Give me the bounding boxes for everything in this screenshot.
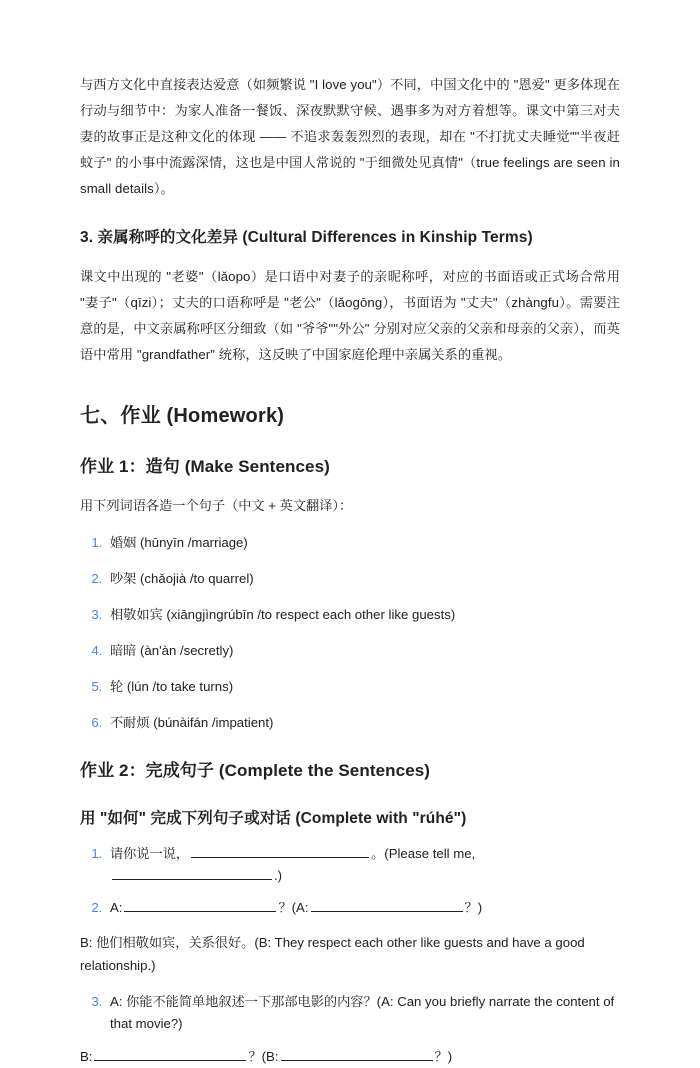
- paragraph-kinship-terms: 课文中出现的 "老婆"（lǎopo）是口语中对妻子的亲昵称呼，对应的书面语或正式场合常用 "妻子"（qīzi）；丈夫的口语称呼是 "老公"（lǎogōng），书面语为 "丈夫"（zhàngfu）。需要注意的是，中文亲属称呼区分细致（如 "爷爷""外公" 分别对应父亲的父亲和母亲的父亲），而英语中常用 "grandfather" 统称，这反映了中国家庭伦理中亲属关系的重视。: [80, 269, 620, 362]
- exercise-3-answer-mid: ？(B:: [248, 1049, 279, 1064]
- fill-blank-input[interactable]: [311, 897, 463, 912]
- vocab-item-text: 轮 (lún /to take turns): [110, 679, 234, 694]
- vocab-item-text: 暗暗 (àn'àn /secretly): [110, 643, 234, 658]
- fill-blank-input[interactable]: [112, 865, 272, 880]
- task2-exercise-list: [80, 843, 620, 919]
- exercise-1-content: [110, 846, 475, 883]
- vocab-item-text: 吵架 (chǎojià /to quarrel): [110, 571, 254, 586]
- exercise-1-lead: 请你说一说，: [110, 846, 190, 861]
- list-item: [106, 991, 620, 1035]
- list-item: [106, 676, 620, 698]
- heading-task2: 作业 2：完成句子 (Complete the Sentences): [80, 761, 431, 780]
- exercise-3-question: A: 你能不能简单地叙述一下那部电影的内容？(A: Can you briefly narrate the content of that movie?): [110, 994, 615, 1031]
- heading-kinship-section: 3. 亲属称呼的文化差异 (Cultural Differences in Kinship Terms): [80, 229, 533, 246]
- list-item: [106, 712, 620, 734]
- heading-task2-sub: 用 "如何" 完成下列句子或对话 (Complete with "rúhé"): [80, 810, 467, 827]
- list-item: [106, 897, 620, 919]
- paragraph-cultural-expression: 与西方文化中直接表达爱意（如频繁说 "I love you"）不同，中国文化中的 "恩爱" 更多体现在行动与细节中：为家人准备一餐饭、深夜默默守候、遇事多为对方着想等。课文中第三对夫妻的故事正是这种文化的体现 —— 不追求轰轰烈烈的表现，却在 "不打扰丈夫睡觉""半夜赶蚊子" 的小事中流露深情，这也是中国人常说的 "于细微处见真情"（true feelings are seen in small details）。: [80, 77, 620, 196]
- task2-exercise-list-continued: [80, 991, 620, 1035]
- vocab-item-text: 婚姻 (hūnyīn /marriage): [110, 535, 248, 550]
- exercise-3-answer-suffix: ？): [434, 1049, 453, 1064]
- exercise-3-answer-line: [80, 1045, 620, 1068]
- heading-homework-section: 七、作业 (Homework): [80, 405, 285, 427]
- list-item: [106, 568, 620, 590]
- exercise-2-content: [110, 900, 482, 915]
- task1-instruction: 用下列词语各造一个句子（中文 + 英文翻译）：: [80, 498, 353, 513]
- exercise-2-suffix: ？): [464, 900, 483, 915]
- list-item: [106, 532, 620, 554]
- vocab-item-text: 相敬如宾 (xiāngjìngrúbīn /to respect each other like guests): [110, 607, 456, 622]
- list-item: [106, 604, 620, 626]
- fill-blank-input[interactable]: [191, 843, 369, 858]
- task1-vocabulary-list: [80, 532, 620, 734]
- exercise-3-answer-prefix: B:: [80, 1049, 93, 1064]
- exercise-2-mid: ？(A:: [278, 900, 309, 915]
- fill-blank-input[interactable]: [281, 1046, 433, 1061]
- document-content: [80, 72, 620, 1068]
- list-item: [106, 843, 620, 887]
- fill-blank-input[interactable]: [124, 897, 276, 912]
- exercise-1-after-blank2: .): [274, 868, 283, 883]
- vocab-item-text: 不耐烦 (búnàifán /impatient): [110, 715, 274, 730]
- exercise-2-answer: B: 他们相敬如宾，关系很好。(B: They respect each other like guests and have a good relationship.): [80, 935, 585, 973]
- fill-blank-input[interactable]: [94, 1046, 246, 1061]
- exercise-1-after-blank1: 。(Please tell me,: [371, 846, 476, 861]
- exercise-2-prefix: A:: [110, 900, 123, 915]
- heading-task1: 作业 1：造句 (Make Sentences): [80, 457, 330, 476]
- list-item: [106, 640, 620, 662]
